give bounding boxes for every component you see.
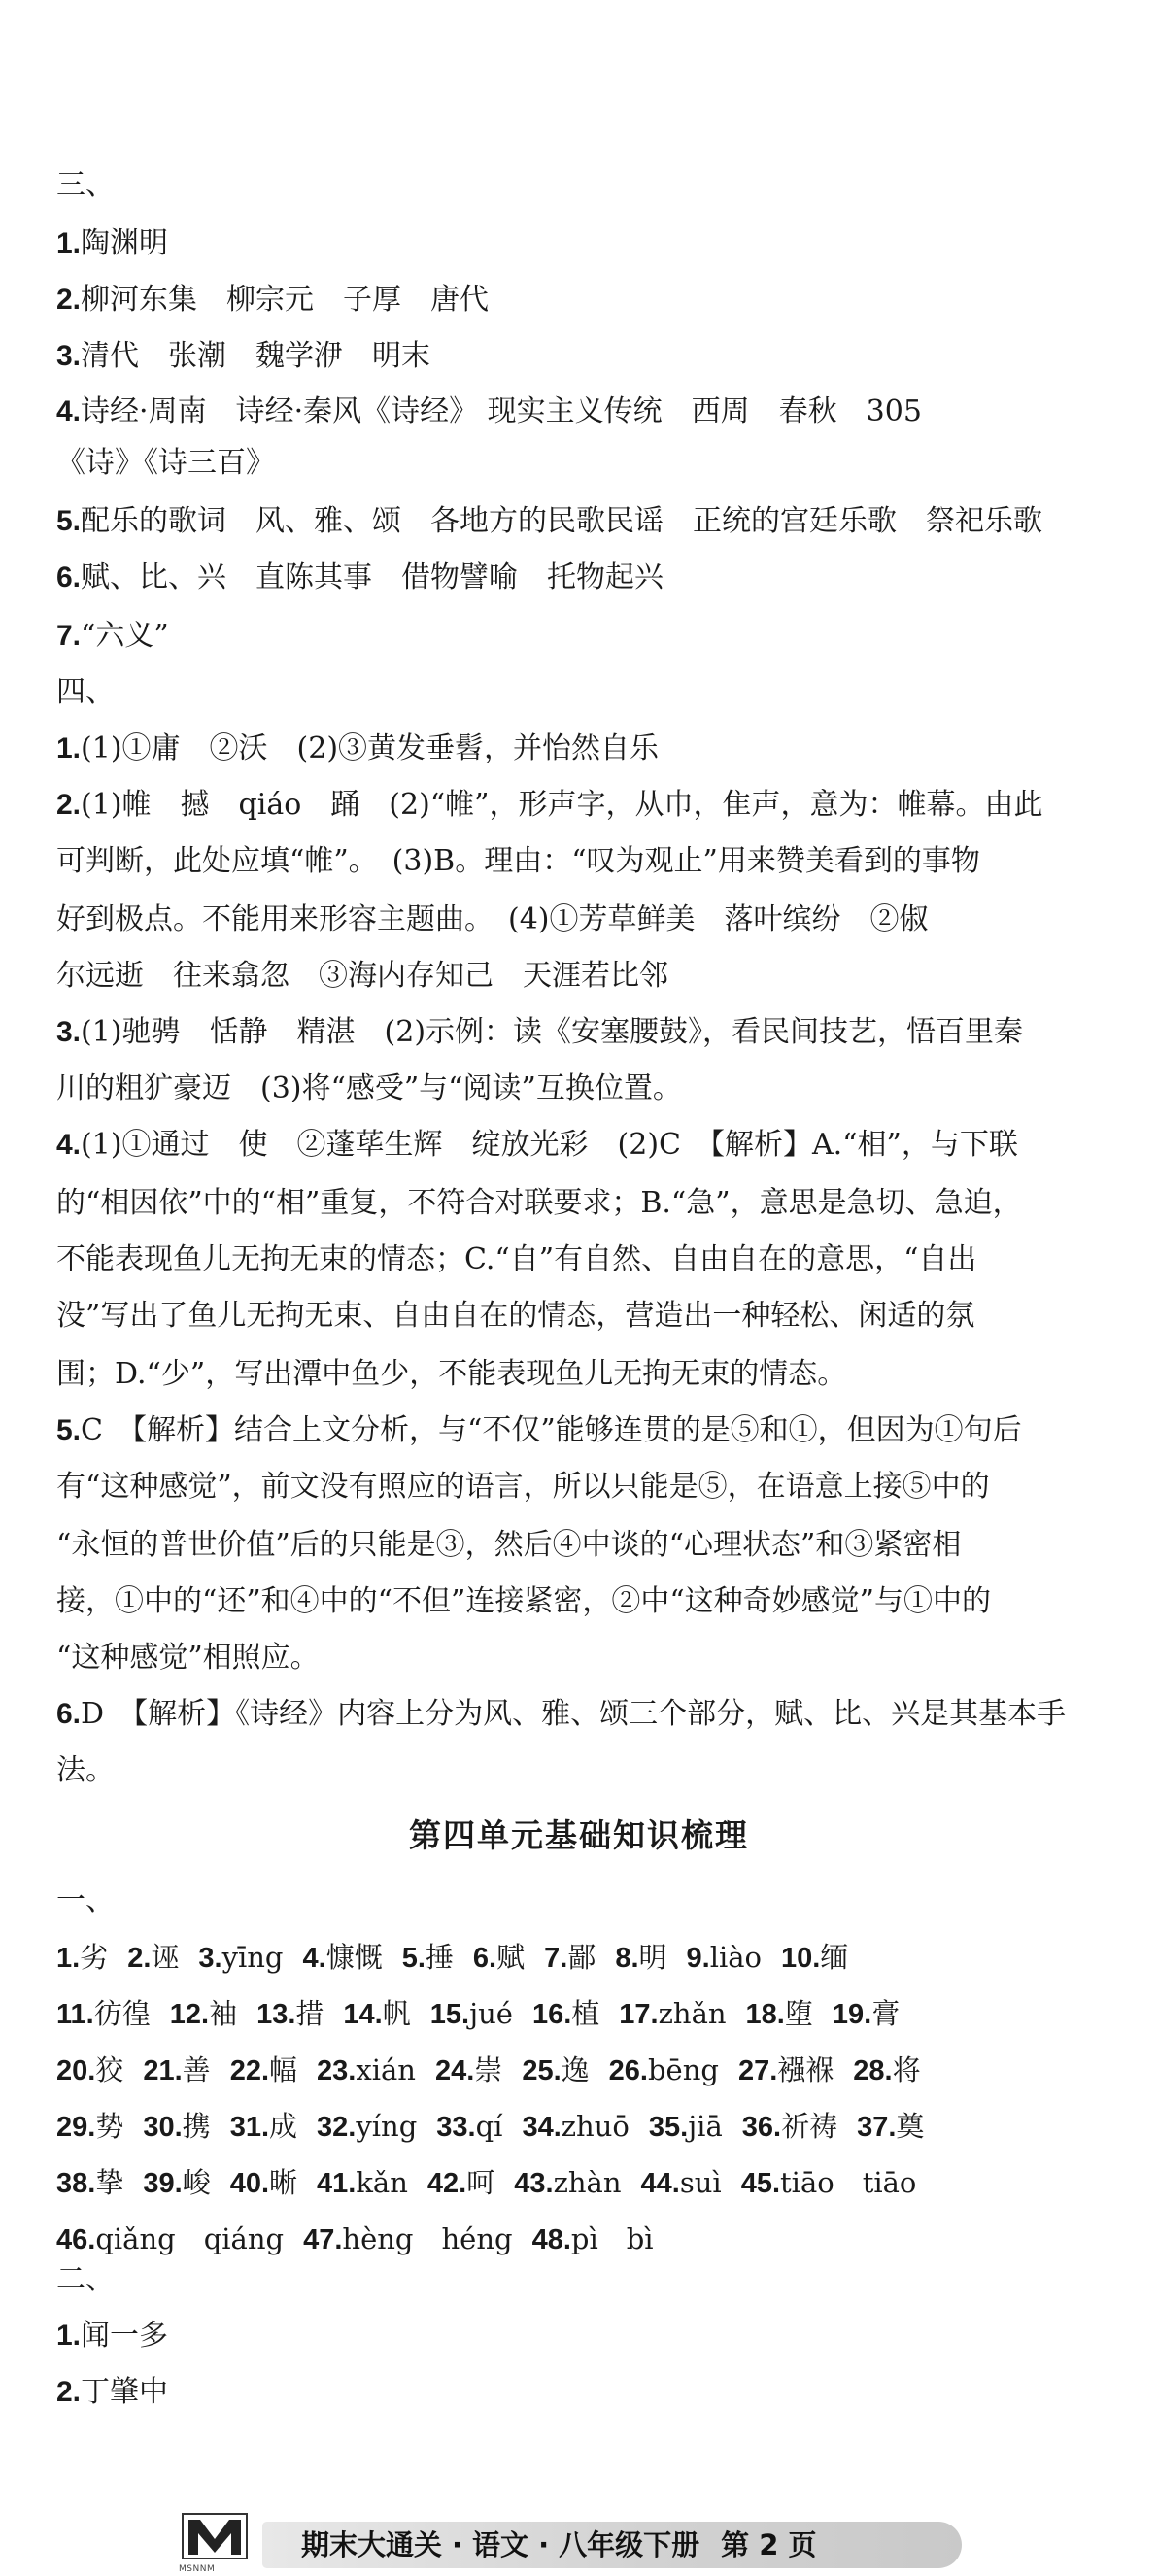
- text-line: [56, 157, 1115, 214]
- line-text: 《诗》《诗三百》: [56, 446, 275, 480]
- item-number: 6.: [56, 1698, 82, 1730]
- vocab-item: [170, 1985, 237, 2043]
- vocab-number: 1.: [56, 1943, 81, 1974]
- text-line: [56, 328, 1115, 385]
- item-number: 4.: [56, 1129, 82, 1161]
- vocab-answer: 诬: [151, 1941, 180, 1974]
- vocab-number: 18.: [745, 1999, 785, 2030]
- item-number: 2.: [56, 284, 82, 316]
- list-item: 2.丁肇中: [56, 2375, 169, 2409]
- item-number: 6.: [56, 561, 82, 593]
- page-footer: [175, 2516, 971, 2572]
- vocab-answer: 劣: [80, 1941, 109, 1974]
- text-line: [56, 777, 1115, 833]
- item-number: 3.: [56, 1016, 82, 1048]
- line-text: 不能表现鱼儿无拘无束的情态；C.“自”有自然、自由自在的意思，“自出: [56, 1242, 977, 1276]
- vocab-number: 3.: [198, 1943, 222, 1974]
- vocab-number: 35.: [648, 2112, 689, 2143]
- vocab-answer: bēng: [647, 2053, 719, 2086]
- vocab-number: 23.: [317, 2055, 357, 2086]
- line-text: 诗经·周南 诗经·秦风《诗经》 现实主义传统 西周 春秋 305: [81, 394, 922, 428]
- vocab-number: 4.: [302, 1943, 326, 1974]
- vocab-answer: 彷徨: [93, 1997, 151, 2030]
- vocab-item: [230, 2098, 297, 2155]
- vocab-row: [56, 1929, 1115, 1985]
- vocab-number: 46.: [56, 2224, 96, 2255]
- vocab-answer: 奠: [896, 2110, 925, 2143]
- footer-title: 期末大通关 · 语文 · 八年级下册 第 2 页: [301, 2528, 817, 2561]
- line-text: D 【解析】《诗经》内容上分为风、雅、颂三个部分，赋、比、兴是其基本手: [81, 1697, 1067, 1731]
- vocab-answer: 措: [295, 1997, 324, 2030]
- line-text: “永恒的普世价值”后的只能是③，然后④中谈的“心理状态”和③紧密相: [56, 1528, 962, 1562]
- vocab-row: [56, 2042, 1115, 2098]
- vocab-number: 41.: [317, 2168, 357, 2199]
- section-one-label: 一、: [56, 1883, 115, 1917]
- line-text: “这种感觉”相照应。: [56, 1641, 320, 1675]
- vocab-answer: 赋: [496, 1941, 526, 1974]
- line-text: 三、: [56, 168, 115, 202]
- item-number: 3.: [56, 340, 82, 372]
- vocab-item: [343, 1985, 410, 2043]
- text-line: [56, 948, 1115, 1004]
- vocab-row: [56, 2154, 1115, 2211]
- item-number: 4.: [56, 395, 82, 427]
- vocab-number: 38.: [56, 2168, 96, 2199]
- vocab-number: 17.: [619, 1999, 659, 2030]
- vocab-item: [402, 1929, 454, 1986]
- item-number: 2.: [56, 789, 82, 821]
- vocab-number: 22.: [229, 2055, 270, 2086]
- vocab-answer: 鄙: [567, 1941, 596, 1974]
- logo-text: MSNNM: [179, 2564, 216, 2574]
- vocab-answer: 晰: [269, 2166, 298, 2199]
- vocab-answer: 善: [182, 2053, 211, 2086]
- vocab-item: [143, 2098, 210, 2155]
- vocab-number: 7.: [544, 1943, 568, 1974]
- item-number: 7.: [56, 620, 82, 652]
- vocab-item: [430, 1985, 513, 2043]
- vocab-answer: 峻: [182, 2166, 211, 2199]
- vocab-answer: 呵: [466, 2166, 495, 2199]
- vocab-number: 21.: [143, 2055, 183, 2086]
- vocab-item: [781, 1929, 848, 1986]
- vocab-item: [532, 1985, 599, 2043]
- vocab-answer: zhuō: [561, 2110, 630, 2143]
- vocab-number: 26.: [608, 2055, 648, 2086]
- vocab-answer: suì: [679, 2166, 722, 2199]
- vocab-number: 11.: [56, 1999, 94, 2030]
- line-text: 好到极点。不能用来形容主题曲。 (4)①芳草鲜美 落叶缤纷 ②俶: [56, 902, 929, 936]
- vocab-item: [833, 1985, 900, 2043]
- vocab-item: [303, 1929, 383, 1986]
- vocab-number: 8.: [615, 1943, 639, 1974]
- section-heading: 第四单元基础知识梳理: [409, 1816, 749, 1854]
- vocab-number: 45.: [740, 2168, 781, 2199]
- vocab-item: [427, 2154, 494, 2212]
- vocab-number: 27.: [737, 2055, 778, 2086]
- text-line: [56, 1459, 1115, 1515]
- vocab-item: [738, 2042, 834, 2099]
- item-number: 5.: [56, 1414, 82, 1446]
- vocab-number: 31.: [229, 2112, 270, 2143]
- vocab-item: [436, 2098, 502, 2155]
- line-text: 法。: [56, 1753, 115, 1787]
- vocab-answer: xián: [356, 2053, 416, 2086]
- vocab-number: 44.: [640, 2168, 680, 2199]
- text-line: [56, 1175, 1115, 1232]
- vocab-answer: 势: [95, 2110, 124, 2143]
- vocab-answer: yíng: [356, 2110, 418, 2143]
- vocab-item: [56, 1929, 108, 1986]
- vocab-number: 33.: [436, 2112, 476, 2143]
- vocab-item: [56, 2042, 123, 2099]
- vocab-answer: kǎn: [356, 2166, 408, 2199]
- line-text: 尔远逝 往来翕忽 ③海内存知己 天涯若比邻: [56, 959, 668, 993]
- text-line: [56, 1288, 1115, 1344]
- line-text: 可判断，此处应填“帷”。 (3)B。理由：“叹为观止”用来赞美看到的事物: [56, 844, 980, 878]
- line-text: 川的粗犷豪迈 (3)将“感受”与“阅读”互换位置。: [56, 1071, 682, 1105]
- text-line: [56, 272, 1115, 328]
- text-line: [56, 608, 1115, 664]
- vocab-item: [649, 2098, 723, 2155]
- vocab-number: 25.: [522, 2055, 562, 2086]
- text-line: [56, 1630, 1115, 1686]
- vocab-item: [609, 2042, 719, 2099]
- vocab-answer: zhǎn: [658, 1997, 727, 2030]
- vocab-number: 19.: [832, 1999, 872, 2030]
- vocab-item: [256, 1985, 324, 2043]
- vocab-answer: 成: [269, 2110, 298, 2143]
- vocab-item: [143, 2042, 210, 2099]
- vocab-answer: zhàn: [553, 2166, 622, 2199]
- vocab-item: [230, 2154, 297, 2212]
- text-line: [56, 892, 1115, 948]
- line-text: “六义”: [81, 619, 169, 653]
- vocab-number: 15.: [429, 1999, 470, 2030]
- vocab-answer: 堕: [784, 1997, 813, 2030]
- vocab-item: [230, 2042, 297, 2099]
- vocab-number: 36.: [741, 2112, 782, 2143]
- vocab-item: [198, 1929, 283, 1986]
- line-text: (1)①通过 使 ②蓬荜生辉 绽放光彩 (2)C 【解析】A.“相”，与下联: [81, 1128, 1018, 1162]
- vocab-number: 42.: [426, 2168, 467, 2199]
- text-line: [56, 1517, 1115, 1574]
- vocab-answer: 将: [892, 2053, 921, 2086]
- vocab-answer: 膏: [871, 1997, 901, 2030]
- vocab-item: [317, 2098, 417, 2155]
- line-text: 柳河东集 柳宗元 子厚 唐代: [81, 283, 490, 317]
- text-line: [56, 1346, 1115, 1403]
- text-line: [56, 1574, 1115, 1630]
- text-line: [56, 435, 1115, 491]
- text-line: [56, 833, 1115, 890]
- vocab-answer: qiǎng qiáng: [95, 2222, 285, 2255]
- vocab-answer: jiā: [688, 2110, 723, 2143]
- vocab-number: 40.: [229, 2168, 270, 2199]
- subject: 语文: [472, 2528, 529, 2561]
- vocab-answer: liào: [709, 1941, 763, 1974]
- vocab-number: 43.: [514, 2168, 554, 2199]
- vocab-number: 13.: [256, 1999, 296, 2030]
- vocab-number: 48.: [531, 2224, 571, 2255]
- vocab-row: [56, 2098, 1115, 2154]
- vocab-answer: 幅: [269, 2053, 298, 2086]
- vocab-answer: jué: [469, 1997, 513, 2030]
- text-line: [56, 1232, 1115, 1288]
- line-text: 的“相因依”中的“相”重复，不符合对联要求；B.“急”，意思是急切、急迫，: [56, 1186, 1022, 1220]
- text-line: [56, 1686, 1115, 1743]
- vocab-number: 14.: [343, 1999, 383, 2030]
- line-text: 有“这种感觉”，前文没有照应的语言，所以只能是⑤，在语意上接⑤中的: [56, 1470, 990, 1504]
- vocab-item: [56, 1985, 151, 2043]
- text-line: [56, 493, 1115, 550]
- vocab-item: [746, 1985, 813, 2043]
- vocab-number: 2.: [127, 1943, 152, 1974]
- vocab-answer: 祈祷: [781, 2110, 838, 2143]
- vocab-answer: 捶: [425, 1941, 454, 1974]
- vocab-item: [317, 2154, 408, 2212]
- vocab-number: 6.: [472, 1943, 497, 1974]
- vocab-answer: 缅: [820, 1941, 849, 1974]
- vocab-answer: 狡: [95, 2053, 124, 2086]
- vocab-number: 30.: [143, 2112, 183, 2143]
- book-title: 期末大通关: [301, 2528, 443, 2561]
- vocab-answer: 植: [571, 1997, 600, 2030]
- vocab-item: [619, 1985, 726, 2043]
- list-item: 1.闻一多: [56, 2319, 169, 2353]
- vocab-number: 16.: [531, 1999, 572, 2030]
- vocab-number: 29.: [56, 2112, 96, 2143]
- vocab-item: [317, 2042, 416, 2099]
- text-line: [56, 1743, 1115, 1799]
- vocab-item: [687, 1929, 763, 1986]
- vocab-answer: 携: [182, 2110, 211, 2143]
- line-text: C 【解析】结合上文分析，与“不仅”能够连贯的是⑤和①，但因为①句后: [81, 1413, 1022, 1447]
- text-line: [56, 1117, 1115, 1173]
- text-line: [56, 1061, 1115, 1117]
- item-number: 1.: [56, 227, 82, 259]
- vocab-answer: qí: [475, 2110, 503, 2143]
- vocab-answer: 襁褓: [777, 2053, 834, 2086]
- vocab-number: 34.: [522, 2112, 562, 2143]
- text-line: [56, 550, 1115, 606]
- text-line: [56, 216, 1115, 272]
- vocab-answer: 崇: [474, 2053, 503, 2086]
- vocab-item: [857, 2098, 924, 2155]
- vocab-answer: tiāo tiāo: [780, 2166, 917, 2199]
- vocab-number: 12.: [169, 1999, 210, 2030]
- vocab-answer: 袖: [209, 1997, 238, 2030]
- vocab-answer: 帆: [382, 1997, 411, 2030]
- page-number: 第 2 页: [721, 2528, 817, 2561]
- vocab-answer: hèng héng: [342, 2222, 513, 2255]
- vocab-item: [473, 1929, 525, 1986]
- grade: 八年级下册: [559, 2528, 700, 2561]
- item-number: 5.: [56, 505, 82, 537]
- line-text: 配乐的歌词 风、雅、颂 各地方的民歌民谣 正统的宫廷乐歌 祭祀乐歌: [81, 504, 1043, 538]
- line-text: (1)帷 撼 qiáo 踊 (2)“帷”，形声字，从巾，隹声，意为：帷幕。由此: [81, 788, 1043, 822]
- vocab-item: [522, 2098, 629, 2155]
- line-text: 陶渊明: [81, 226, 169, 260]
- vocab-answer: pì bì: [570, 2222, 654, 2255]
- line-text: 没”写出了鱼儿无拘无束、自由自在的情态，营造出一种轻松、闲适的氛: [56, 1299, 975, 1333]
- vocab-number: 20.: [56, 2055, 96, 2086]
- vocab-item: [56, 2154, 123, 2212]
- line-text: 围；D.“少”，写出潭中鱼少，不能表现鱼儿无拘无束的情态。: [56, 1357, 847, 1391]
- vocab-item: [514, 2154, 621, 2212]
- vocab-number: 24.: [434, 2055, 475, 2086]
- text-line: [56, 1403, 1115, 1459]
- vocab-item: [615, 1929, 666, 1986]
- item-number: 1.: [56, 732, 82, 764]
- vocab-item: [127, 1929, 179, 1986]
- vocab-number: 28.: [853, 2055, 893, 2086]
- vocab-number: 32.: [317, 2112, 357, 2143]
- vocab-number: 37.: [857, 2112, 897, 2143]
- vocab-item: [522, 2042, 589, 2099]
- line-text: 四、: [56, 675, 115, 709]
- vocab-answer: yīng: [221, 1941, 284, 1974]
- vocab-answer: 慷慨: [325, 1941, 383, 1974]
- vocab-answer: 逸: [561, 2053, 590, 2086]
- vocab-answer: 明: [638, 1941, 667, 1974]
- vocab-answer: 挚: [95, 2166, 124, 2199]
- line-text: (1)驰骋 恬静 精湛 (2)示例：读《安塞腰鼓》，看民间技艺，悟百里秦: [81, 1015, 1024, 1049]
- line-text: 赋、比、兴 直陈其事 借物譬喻 托物起兴: [81, 560, 664, 594]
- vocab-number: 47.: [303, 2224, 343, 2255]
- vocab-item: [56, 2098, 123, 2155]
- vocab-row: [56, 1985, 1115, 2042]
- vocab-item: [742, 2098, 837, 2155]
- vocab-item: [435, 2042, 502, 2099]
- vocab-item: [544, 1929, 596, 1986]
- text-line: [56, 1004, 1115, 1061]
- text-line: [56, 721, 1115, 777]
- vocab-number: 5.: [401, 1943, 426, 1974]
- vocab-item: [853, 2042, 920, 2099]
- line-text: 清代 张潮 魏学洢 明末: [81, 339, 431, 373]
- vocab-number: 39.: [143, 2168, 183, 2199]
- text-line: [56, 384, 1115, 440]
- vocab-number: 10.: [781, 1943, 821, 1974]
- vocab-item: [143, 2154, 210, 2212]
- line-text: (1)①庸 ②沃 (2)③黄发垂髫，并怡然自乐: [81, 731, 660, 765]
- text-line: [56, 664, 1115, 721]
- vocab-item: [741, 2154, 917, 2212]
- vocab-number: 9.: [686, 1943, 710, 1974]
- vocab-item: [641, 2154, 722, 2212]
- section-two-label: 二、: [56, 2262, 115, 2296]
- line-text: 接，①中的“还”和④中的“不但”连接紧密，②中“这种奇妙感觉”与①中的: [56, 1584, 992, 1618]
